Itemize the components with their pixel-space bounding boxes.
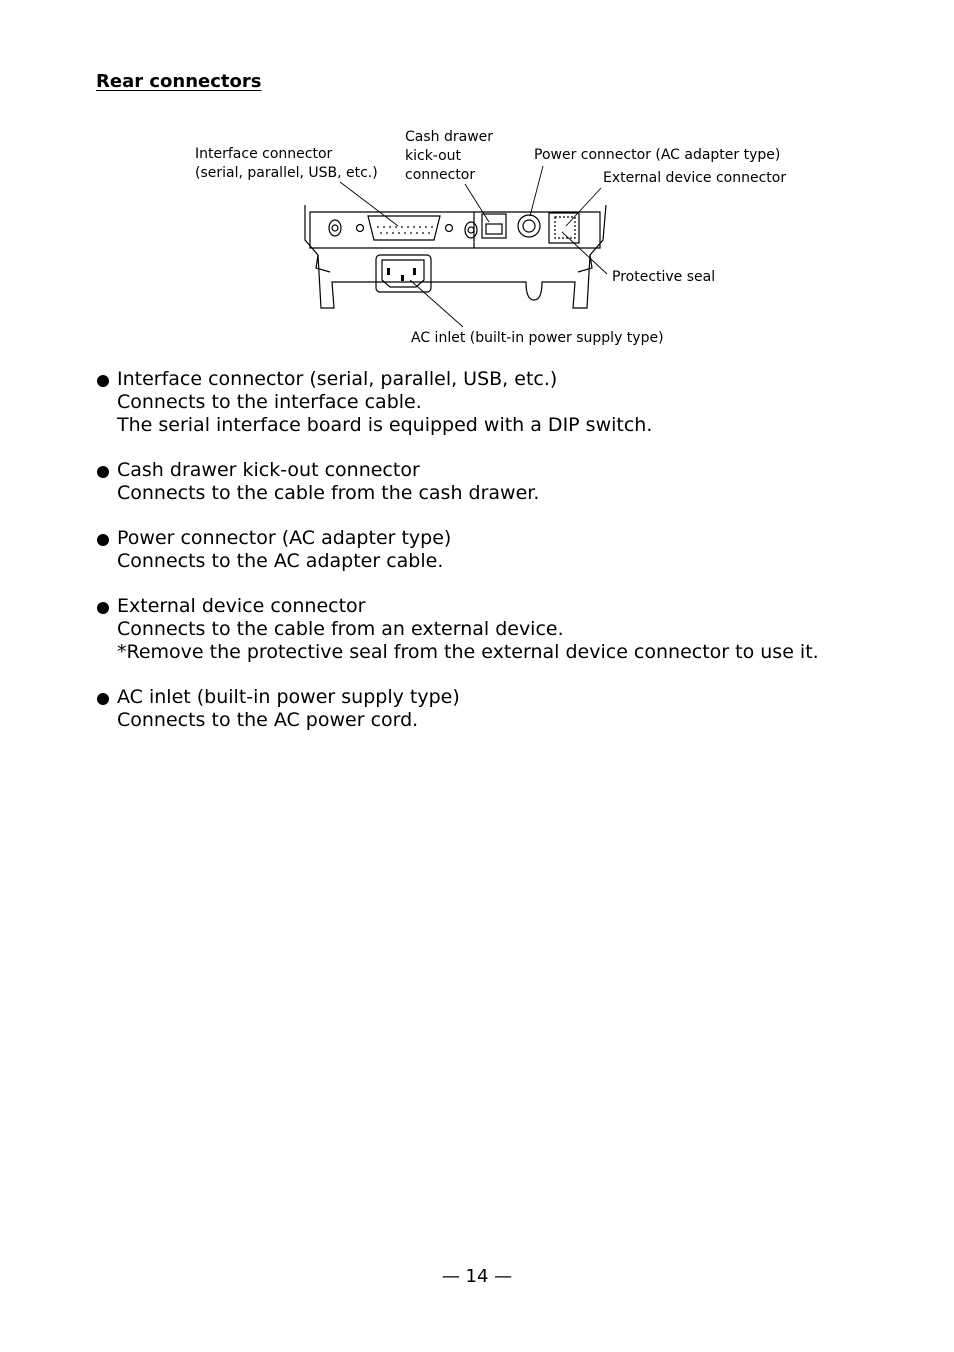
- bullet-dot-icon: [97, 466, 109, 478]
- bullet-text: Connects to the cable from an external device.: [117, 618, 564, 640]
- cash-drawer-callout-line-2: kick-out: [405, 148, 462, 164]
- bullet-title: Interface connector (serial, parallel, USB, etc.): [117, 368, 558, 390]
- bullet-ac-inlet: [96, 686, 926, 732]
- rear-panel-diagram: [0, 0, 954, 360]
- bullet-title: Cash drawer kick-out connector: [117, 459, 420, 481]
- bullet-dot-icon: [97, 534, 109, 546]
- cash-drawer-callout-line-1: Cash drawer: [405, 129, 494, 145]
- bullet-title: Power connector (AC adapter type): [117, 527, 452, 549]
- bullet-text: *Remove the protective seal from the external device connector to use it.: [117, 641, 819, 663]
- bullet-title: External device connector: [117, 595, 366, 617]
- bullet-text: Connects to the AC adapter cable.: [117, 550, 444, 572]
- interface-connector-callout: [195, 145, 378, 183]
- bullet-cash-drawer-connector: [96, 459, 926, 505]
- bullet-interface-connector: [96, 368, 926, 437]
- external-device-callout: External device connector: [603, 170, 787, 186]
- cash-drawer-callout: [405, 128, 493, 185]
- bullet-text: Connects to the cable from the cash drawer.: [117, 482, 540, 504]
- bullet-dot-icon: [97, 602, 109, 614]
- section-heading: Rear connectors: [96, 71, 262, 92]
- power-connector-callout: Power connector (AC adapter type): [534, 147, 781, 163]
- ac-inlet-callout: AC inlet (built-in power supply type): [411, 330, 664, 346]
- interface-callout-line-2: (serial, parallel, USB, etc.): [195, 165, 378, 181]
- bullet-text: The serial interface board is equipped with a DIP switch.: [117, 414, 653, 436]
- bullet-dot-icon: [97, 693, 109, 705]
- bullet-power-connector: [96, 527, 926, 573]
- protective-seal-callout: Protective seal: [612, 269, 716, 285]
- page-number: — 14 —: [441, 1266, 513, 1287]
- interface-callout-line-1: Interface connector: [195, 146, 333, 162]
- bullet-text: Connects to the interface cable.: [117, 391, 422, 413]
- bullet-title: AC inlet (built-in power supply type): [117, 686, 460, 708]
- bullet-text: Connects to the AC power cord.: [117, 709, 419, 731]
- cash-drawer-callout-line-3: connector: [405, 167, 476, 183]
- connector-descriptions: [96, 368, 926, 754]
- bullet-external-device-connector: [96, 595, 926, 664]
- bullet-dot-icon: [97, 375, 109, 387]
